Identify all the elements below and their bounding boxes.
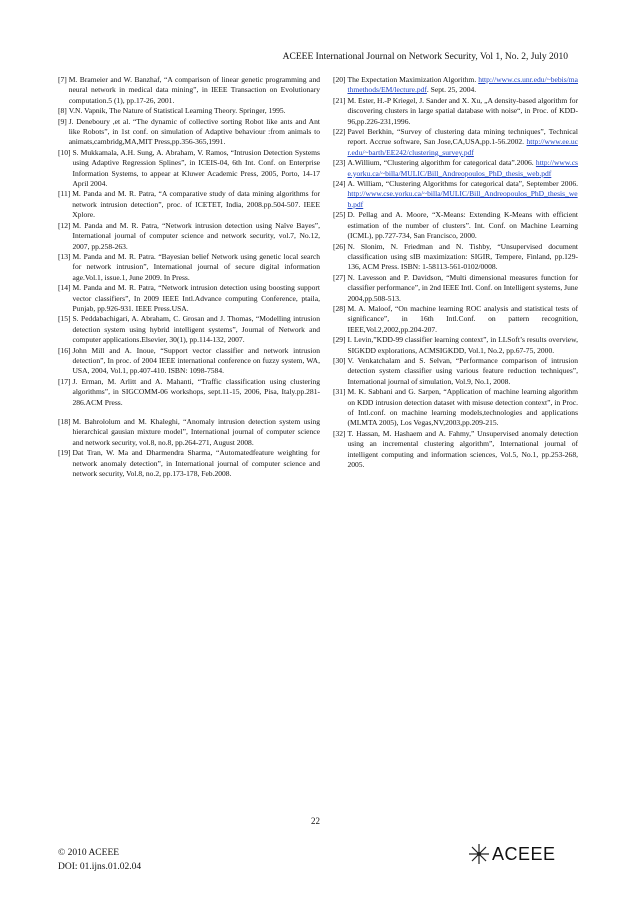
reference-number: [29] [333, 335, 348, 345]
reference-number: [31] [333, 387, 348, 397]
reference-text [72, 448, 320, 479]
reference-number: [8] [58, 106, 69, 116]
reference-body: D. Pellag and A. Moore, “X-Means: Extending K-Means with efficient estimation of the number of clusters”. Int. Conf. on Machine Learning (ICML), pp.727-734, San Francisco, 2000. [347, 210, 578, 241]
reference-body: M. A. Maloof, “On machine learning ROC analysis and statistical tests of significance”, in 16th Intl.Conf. on pattern recognition, IEEE,Vol.2,2002,pp.204-207. [347, 303, 578, 334]
reference-number: [27] [333, 272, 348, 282]
page-number: 22 [311, 816, 320, 826]
reference-body: Dat Tran, W. Ma and Dharmendra Sharma, “Automatedfeature weighting for network anomaly detection”, in International journal of computer science and network security, Vol.8, no.2, pp.173-178, Feb.2008. [72, 448, 320, 479]
reference-body: T. Hassan, M. Hashaem and A. Fahmy,” Unsupervised anomaly detection using an incremental clustering algorithm”, International journal of intelligent computing and information sciences, Vol.5, No.1, pp.253-268, 2005. [347, 428, 578, 470]
aceee-logo [468, 843, 556, 865]
reference-text [72, 377, 320, 408]
reference-text [347, 96, 578, 127]
reference-item [58, 106, 320, 116]
reference-number: [26] [333, 241, 348, 251]
logo-text: ACEEE [492, 843, 556, 864]
reference-text [347, 179, 578, 210]
reference-body: V. Venkatchalam and S. Selvan, “Performance comparison of intrusion detection system classifier using various feature reduction techniques”, International journal of simulation, Vol.9, No.1, 2008. [347, 355, 578, 386]
footer [58, 846, 141, 874]
reference-body: M. K. Sabhani and G. Sarpen, “Application of machine learning algorithm on KDD intrusion detection dataset with misuse detection context”, in Proc. of Intl.conf. on machine learning models,technologies and applications (MLMTA 2005), Los Vegas,NV,2003,pp.209-215. [347, 387, 578, 428]
reference-item [333, 75, 578, 96]
reference-number: [32] [333, 428, 348, 438]
reference-body: V.N. Vapnik, The Nature of Statistical Learning Theory. Springer, 1995. [68, 106, 286, 116]
reference-text [69, 106, 320, 116]
reference-body: A. William, “Clustering Algorithms for categorical data”, September 2006. [347, 179, 578, 189]
reference-item [333, 96, 578, 127]
reference-body: S. Mukkamala, A.H. Sung, A. Abraham, V. Ramos, “Intrusion Detection Systems using Adaptive Regression Splines”, in ICEIS-04, 6th Int. Conf. on Enterprise Information Systems, to appear at Kluwer Academic Press, 2005, Porto, 14-17 April 2004. [72, 147, 320, 189]
reference-text [72, 189, 320, 220]
references-left-column [58, 75, 320, 479]
reference-item [58, 346, 320, 377]
reference-text [347, 273, 578, 304]
reference-text [72, 252, 320, 283]
reference-number: [19] [58, 448, 73, 458]
reference-number: [10] [58, 147, 73, 157]
reference-item [333, 210, 578, 241]
reference-number: [11] [58, 189, 73, 199]
running-header: ACEEE International Journal on Network Security, Vol 1, No. 2, July 2010 [282, 52, 568, 62]
reference-text [69, 75, 320, 106]
reference-item [58, 417, 320, 448]
reference-body: M. Panda and M. R. Patra, “Network intrusion detection using Naïve Bayes”, International journal of computer science and network security, vol.7, No.12, 2007, pp.258-263. [72, 220, 320, 251]
reference-text [347, 387, 578, 429]
reference-item [333, 356, 578, 387]
reference-text [347, 304, 578, 335]
reference-text [347, 356, 578, 387]
reference-tail: . Sept. 25, 2004. [426, 85, 477, 95]
reference-body: I. Levin,”KDD-99 classifier learning context”, in LLSoft’s results overview, SIGKDD explorations, ACMSIGKDD, Vol.1, No.2, pp.67-75, 2000. [347, 335, 578, 355]
reference-body: The Expectation Maximization Algorithm. [347, 75, 477, 84]
reference-body: M. Ester, H.-P Kriegel, J. Sander and X. Xu, „A density-based algorithm for discovering clusters in large spatial database with noise“, in Proc. of KDD-96,pp.226-231,1996. [347, 95, 578, 126]
reference-text [347, 429, 578, 471]
reference-link[interactable]: http://www.cse.yorku.ca/~billa/MULIC/Bill_Andreopoulos_PhD_thesis_web.pdf [347, 189, 578, 209]
reference-number: [24] [333, 179, 348, 189]
reference-body: A.Willium, “Clustering algorithm for categorical data”.2006. [347, 158, 534, 168]
reference-number: [23] [333, 158, 348, 168]
reference-item [58, 117, 320, 148]
reference-body: J. Deneboury ,et al. “The dynamic of collective sorting Robot like ants and Ant like Robots”, in 1st conf. on simulation of Adaptive behaviour :from animals to animats,cambridg,MA,MIT Press,pp.356-365,1991. [68, 116, 320, 147]
reference-body: M. Bahrololum and M. Khaleghi, “Anomaly intrusion detection system using hierarchical gausian mixture model”, International journal of computer science and network security, vol.8, no.8, pp.264-271, August 2008. [72, 417, 320, 447]
reference-item [333, 273, 578, 304]
reference-item [333, 387, 578, 429]
reference-link[interactable]: http://www.ee.ucr.edu/~barth/EE242/clustering_survey.pdf [347, 137, 578, 157]
reference-number: [12] [58, 220, 73, 230]
reference-number: [18] [58, 417, 73, 426]
reference-body: J. Erman, M. Arlitt and A. Mahanti, “Traffic classification using clustering algorithms”, in SIGCOMM-06 workshops, sept.11-15, 2006, Pisa, Italy.pp.281-286.ACM Press. [72, 376, 320, 407]
reference-text [347, 242, 578, 273]
reference-text [347, 158, 578, 179]
copyright: © 2010 ACEEE [58, 848, 120, 858]
reference-number: [16] [58, 345, 73, 355]
reference-text [72, 148, 320, 190]
reference-number: [25] [333, 210, 348, 220]
reference-number: [14] [58, 283, 73, 293]
reference-body: N. Lavesson and P. Davidson, “Multi dimensional measures function for classifier performance”, in 2nd IEEE Intl. Conf. on Intelligent systems, June 2004,pp.508-513. [347, 272, 579, 303]
reference-item [333, 335, 578, 356]
reference-body: N. Slonim, N. Friedman and N. Tishby, “Unsupervised document classification using sIB maximization: SIGIR, Tempere, Finland, pp.129-136, ACM Press. ISBN: 1-58113-561-0102/0008. [347, 241, 578, 272]
reference-number: [21] [333, 95, 348, 105]
reference-item [333, 304, 578, 335]
reference-text [347, 75, 578, 96]
reference-body: M. Panda and M. R. Patra, “Network intrusion detection using boosting support vector classifiers”, In 2009 IEEE Intl.Advance computing Conference, ptaila, Punjab, pp.926-931. IEEE Press.USA. [72, 283, 320, 313]
reference-text [72, 283, 320, 314]
reference-text [72, 314, 320, 345]
reference-link[interactable]: http://www.cs.unr.edu/~bebis/mathmethods/EM/lecture.pdf [347, 75, 578, 95]
reference-number: [28] [333, 303, 348, 313]
reference-item [333, 429, 578, 471]
reference-item [58, 75, 320, 106]
reference-body: John Mill and A. Inoue, “Support vector classifier and network intrusion detection”, In proc. of 2004 IEEE international conference on fuzzy system, WA, USA, 2004, Vol.1, pp.407-410. ISBN: 1098-7584. [72, 345, 320, 376]
reference-number: [7] [58, 75, 69, 84]
reference-item [333, 179, 578, 210]
reference-item [58, 448, 320, 479]
reference-body: Pavel Berkhin, “Survey of clustering data mining techniques”, Technical report. Accrue software, San Jose,CA,USA,pp.1-56.2002. [347, 127, 578, 147]
reference-item [58, 314, 320, 345]
reference-text [72, 346, 320, 377]
reference-number: [13] [58, 251, 73, 261]
reference-number: [22] [333, 127, 348, 137]
reference-text [72, 221, 320, 252]
reference-item [58, 283, 320, 314]
reference-number: [17] [58, 376, 73, 386]
reference-item [58, 148, 320, 190]
reference-item [58, 221, 320, 252]
star-burst-icon [468, 843, 490, 865]
reference-body: M. Panda and M. R. Patra, “A comparative study of data mining algorithms for network intrusion detection”, proc. of ICETET, India, 2008.pp.504-507. IEEE Xplore. [72, 189, 320, 220]
reference-item [58, 377, 320, 408]
reference-text [69, 117, 320, 148]
reference-item [58, 189, 320, 220]
reference-text [72, 417, 320, 448]
reference-text [347, 127, 578, 158]
doi: DOI: 01.ijns.01.02.04 [58, 862, 142, 872]
reference-item [333, 158, 578, 179]
reference-number: [9] [58, 116, 69, 126]
reference-item [333, 242, 578, 273]
reference-number: [15] [58, 314, 73, 324]
reference-number: [20] [333, 75, 348, 84]
reference-body: S. Peddabachigari, A. Abraham, C. Grosan and J. Thomas, “Modelling intrusion detection system using hybrid intelligent systems”, Journal of Network and computer applications.Elsevier, 30(1), pp.114-132, 2007. [72, 314, 320, 345]
reference-item [333, 127, 578, 158]
reference-item [58, 252, 320, 283]
reference-text [347, 335, 578, 356]
reference-text [347, 210, 578, 241]
reference-body: M. Panda and M. R. Patra. “Bayesian belief Network using genetic local search for network intrusion”, International journal of secure digital information age.Vol.1, issue.1, June 2009. In Press. [72, 251, 320, 282]
references-right-column [333, 75, 578, 470]
reference-number: [30] [333, 355, 348, 365]
reference-body: M. Brameier and W. Banzhaf, “A comparison of linear genetic programming and neural network in medical data mining”, in IEEE Transaction on Evolutionary computation.5 (1), pp.17-26, 2001. [68, 75, 320, 105]
reference-link[interactable]: http://www.cse.yorku.ca/~billa/MULIC/Bill_Andreopoulos_PhD_thesis_web.pdf [347, 158, 578, 178]
